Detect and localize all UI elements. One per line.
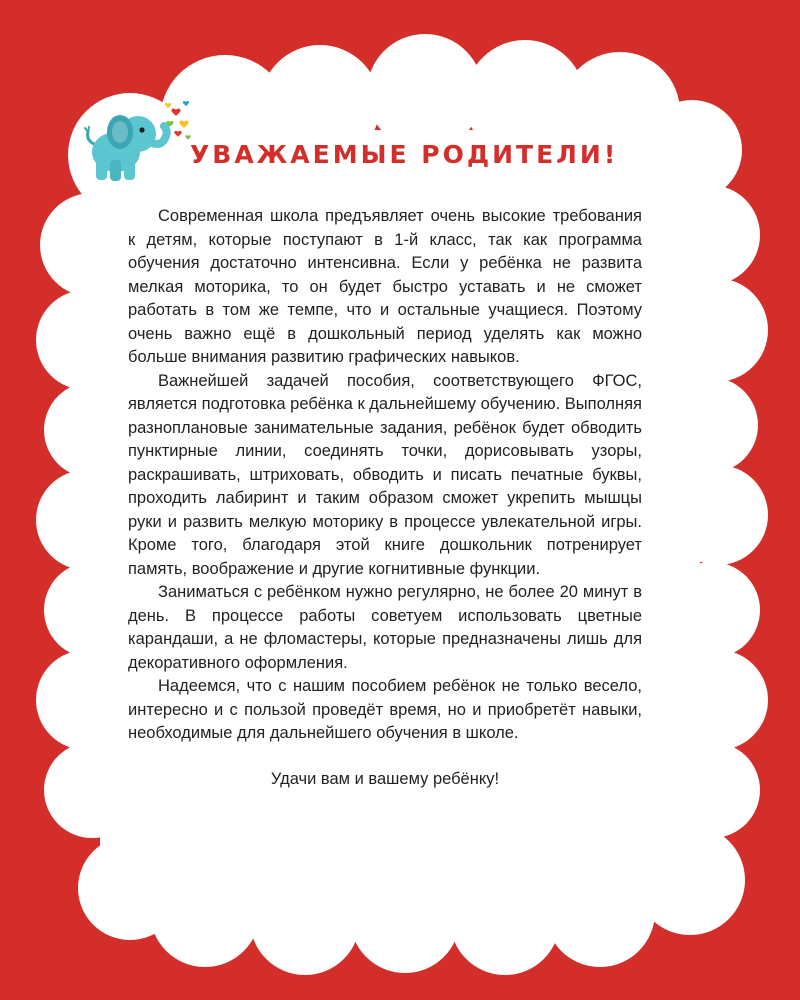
body-text	[128, 205, 642, 791]
heart-icon	[171, 109, 180, 116]
paragraph-2: Важнейшей задачей пособия, соответствующего ФГОС, является подготовка ребёнка к дальнейшему обучению. Выполняя разноплановые занимательные задания, ребёнок будет обводить пунктирные линии, соединять точки, дорисовывать узоры, раскрашивать, штриховать, обводить и писать печатные буквы, проходить лабиринт и таким образом сможет укрепить мышцы руки и развить мелкую моторику в процессе увлекательной игры. Кроме того, благодаря этой книге дошкольник потренирует память, воображение и другие когнитивные функции.	[128, 371, 642, 578]
paragraph-3: Заниматься с ребёнком нужно регулярно, не более 20 минут в день. В процессе работы советуем использовать цветные карандаши, а не фломастеры, которые предназначены лишь для декоративного оформления.	[128, 583, 642, 672]
paragraph-4: Надеемся, что с нашим пособием ребёнок не только весело, интересно и с пользой проведёт время, но и приобретёт навыки, необходимые для дальнейшего обучения в школе.	[128, 677, 642, 742]
elephant-icon	[82, 96, 192, 188]
page-title: УВАЖАЕМЫЕ РОДИТЕЛИ!	[190, 140, 619, 169]
paragraph-1: Современная школа предъявляет очень высокие требования к детям, которые поступают в 1-й класс, так как программа обучения достаточно интенсивна. Если у ребёнка не развита мелкая моторика, то он будет быстро уставать и не сможет работать в том же темпе, что и остальные учащиеся. Поэтому очень важно ещё в дошкольный период уделять как можно больше внимания развитию графических навыков.	[128, 207, 642, 366]
closing-line: Удачи вам и вашему ребёнку!	[270, 769, 500, 788]
